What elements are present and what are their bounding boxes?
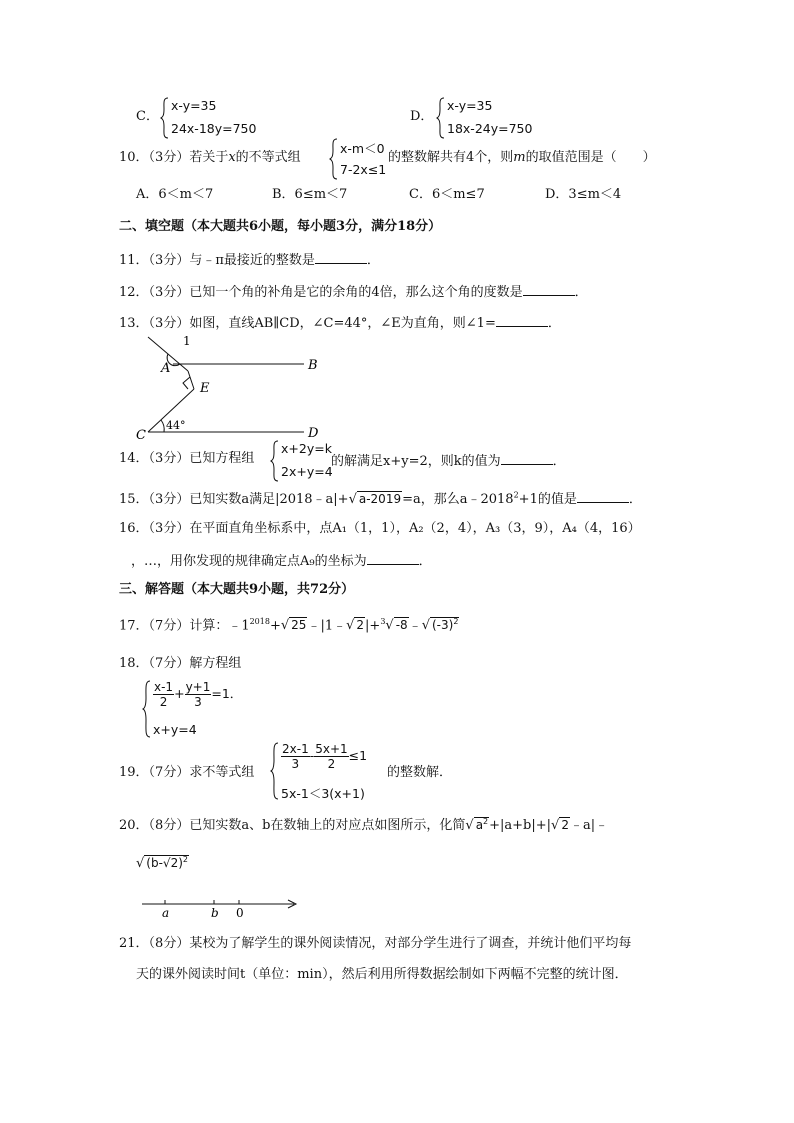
q10-option-a: A．6＜m＜7 <box>136 187 214 202</box>
q9-option-d-label: D． <box>410 109 434 124</box>
q21-question-line2: 天的课外阅读时间t（单位：min），然后利用所得数据绘制如下两幅不完整的统计图． <box>136 967 628 982</box>
sqrt-expr: √ $a^2$ <box>465 817 489 833</box>
q20-question-line2 <box>136 856 189 870</box>
q21-question-line1: 21．（8分）某校为了解学生的课外阅读情况，对部分学生进行了调查，并统计他们平均每 <box>119 936 632 951</box>
q10-eq1: x-m＜0 <box>340 141 385 156</box>
fraction: $\frac{x-1}{2}$ <box>154 680 174 709</box>
q10-option-d: D．3≤m＜4 <box>545 187 622 202</box>
q14-question-tail: 的解满足x+y=2，则k的值为 ． <box>331 454 566 469</box>
answer-blank <box>367 552 419 565</box>
q9c-eq2: 24x-18y=750 <box>171 121 257 136</box>
sqrt-expr: √ $(b-√2)^2$ <box>136 855 188 871</box>
q9d-eq1: x-y=35 <box>447 98 493 113</box>
q11-question: 11．（3分）与﹣π最接近的整数是 ． <box>119 253 380 268</box>
label-a: A <box>161 361 171 376</box>
q19-question: 19．（7分）求不等式组 <box>119 765 255 780</box>
label-c: C <box>136 428 146 440</box>
sqrt-expr: √ 25 <box>280 618 307 634</box>
label-b: B <box>308 358 318 373</box>
axis-label-0: 0 <box>236 906 244 920</box>
q10-question: 10．（3分）若关于x的不等式组 <box>119 150 301 165</box>
q18-eq2: x+y=4 <box>153 722 197 737</box>
fraction: $\frac{2x-1}{3}$ <box>282 742 309 771</box>
sqrt-expr: √ a-2019 <box>348 492 402 507</box>
axis-label-b: b <box>211 906 219 920</box>
answer-blank <box>501 452 553 465</box>
brace-icon <box>329 138 339 180</box>
q14-question: 14．（3分）已知方程组 <box>119 451 255 466</box>
q10-option-c: C．6＜m≤7 <box>409 187 485 202</box>
answer-blank <box>315 251 367 264</box>
section-3-heading: 三、解答题（本大题共9小题，共72分） <box>119 582 355 597</box>
q20-number-line <box>140 894 300 924</box>
q14-eq2: 2x+y=4 <box>281 464 333 479</box>
q20-question: 20．（8分）已知实数a、b在数轴上的对应点如图所示，化简√ $a^2+|a+b|+|√$ 2﹣a|﹣ <box>119 817 609 833</box>
brace-icon <box>270 742 280 800</box>
q10-eq2: 7-2x≤1 <box>340 162 387 177</box>
fraction: $\frac{y+1}{3}$ <box>185 680 211 709</box>
angle-c-arc <box>161 420 164 432</box>
q14-eq1: x+2y=k <box>281 441 332 456</box>
q13-figure <box>128 332 328 440</box>
brace-icon <box>270 440 280 482</box>
q16-question-line2: ，…，用你发现的规律确定点A₉的坐标为 ． <box>131 554 432 569</box>
cbrt-expr: √ -8 <box>385 618 408 634</box>
segment-ae <box>188 371 194 389</box>
label-1: 1 <box>183 334 191 348</box>
q19-eq2: 5x-1＜3(x+1) <box>281 786 365 801</box>
section-2-heading: 二、填空题（本大题共6小题，每小题3分，满分18分） <box>119 219 442 234</box>
brace-icon <box>142 680 152 738</box>
answer-blank <box>577 490 629 503</box>
sqrt-expr: √ $(-3)^2$ <box>421 617 459 634</box>
fraction: $\frac{5x+1}{2}$ <box>315 742 348 771</box>
q17-question: 17．（7分）计算：$﹣1^{2018}+√$ 25﹣|1﹣√ 2|+$^3$√ -8﹣√ $(-3)^2$ <box>119 617 459 634</box>
q9c-eq1: x-y=35 <box>171 98 217 113</box>
brace-icon <box>436 97 446 139</box>
q10-question-tail: 的整数解共有4个，则m的取值范围是（ ） <box>388 150 656 165</box>
axis-label-a: a <box>162 906 170 920</box>
label-d: D <box>308 426 319 440</box>
answer-blank <box>496 314 548 327</box>
q10-option-b: B．6≤m＜7 <box>272 187 348 202</box>
q9d-eq2: 18x-24y=750 <box>447 121 533 136</box>
right-angle-mark <box>183 377 190 389</box>
sqrt-expr: √ 2 <box>551 818 569 833</box>
q16-question-line1: 16．（3分）在平面直角坐标系中，点A₁（1，1），A₂（2，4），A₃（3，9），A₄（4，16） <box>119 521 641 536</box>
q18-question: 18．（7分）解方程组 <box>119 656 242 671</box>
sqrt-expr: √ 2 <box>346 618 365 634</box>
answer-blank <box>523 283 575 296</box>
label-e: E <box>200 381 210 396</box>
angle-44-label: 44° <box>166 419 186 432</box>
q12-question: 12．（3分）已知一个角的补角是它的余角的4倍，那么这个角的度数是 ． <box>119 285 588 300</box>
q9-option-c-label: C． <box>136 109 159 124</box>
brace-icon <box>160 97 170 139</box>
q15-question: 15．（3分）已知实数a满足|2018﹣a|+√ a-2019=a，那么$a﹣2018^2+1$的值是 ． <box>119 490 642 507</box>
q19-question-tail: 的整数解． <box>387 765 453 780</box>
q13-question: 13．（3分）如图，直线AB∥CD，∠C=44°，∠E为直角，则∠1= ． <box>119 316 561 331</box>
